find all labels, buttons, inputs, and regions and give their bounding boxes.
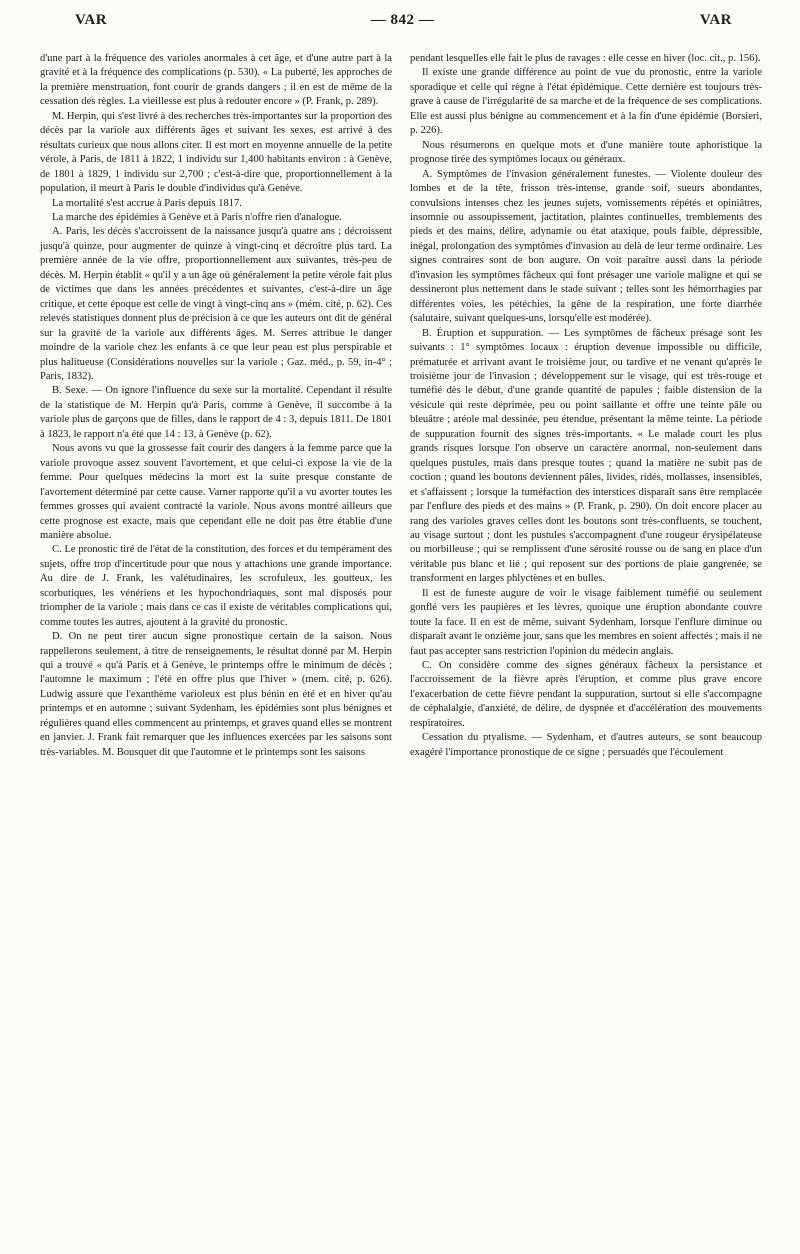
paragraph: pendant lesquelles elle fait le plus de ravages : elle cesse en hiver (loc. cit., p. 156). (410, 53, 761, 64)
paragraph: B. Sexe. — On ignore l'influence du sexe sur la mortalité. Cependant il résulte de la statistique de M. Herpin qu'à Paris, comme à Genève, il succombe à la variole plus de garçons que de filles, dans le rapport de 4 : 3, depuis 1811. De 1801 à 1823, le rapport n'a été que 14 : 13, à Genève (p. 62). (40, 385, 392, 440)
paragraph: C. On considère comme des signes généraux fâcheux la persistance et l'accroissement de la fièvre après l'éruption, et comme plus grave encore l'exacerbation de cette fièvre pendant la suppuration, surtout si elle s'accompagne de céphalalgie, d'anxiété, de délire, de dyspnée et d'accélération des mouvements respiratoires. (410, 660, 762, 729)
paragraph: Cessation du ptyalisme. — Sydenham, et d'autres auteurs, se sont beaucoup exagéré l'importance pronostique de ce signe ; persuadés que l'écoulement (410, 732, 762, 758)
paragraph: d'une part à la fréquence des varioles anormales à cet âge, et d'une autre part à la gravité et à la fréquence des complications (p. 530). « La puberté, les approches de la première menstruation, font courir de grands dangers ; il en est de même de la cessation des règles. La vieillesse est plus à redouter encore » (P. Frank, p. 289). (40, 53, 392, 108)
right-column (410, 52, 762, 760)
header-right-word: VAR (699, 12, 732, 28)
paragraph: A. Paris, les décès s'accroissent de la naissance jusqu'à quatre ans ; décroissent jusqu'à quinze, pour augmenter de quinze à vingt-cinq et décroître plus tard. La première année de la vie offre, proportionnellement aux suivantes, très-peu de décès. M. Herpin établit « qu'il y a un âge où généralement la petite vérole fait plus de victimes que dans les années précédentes et suivantes, c'est-à-dire un âge critique, et cette époque est celle de vingt à vingt-cinq ans » (mém. cité, p. 62). Ces relevés statistiques donnent plus de précision à ce que les auteurs ont dit de général sur la gravité de la variole aux différents âges. M. Serres attribue le danger moindre de la variole chez les enfants à ce que leur peau est plus perspirable et plus halitueuse (Considérations nouvelles sur la variole ; Gaz. méd., p. 59, in-4° ; Paris, 1832). (40, 226, 392, 382)
paragraph: La marche des épidémies à Genève et à Paris n'offre rien d'analogue. (52, 211, 343, 223)
paragraph: La mortalité s'est accrue à Paris depuis 1817. (52, 197, 242, 209)
paragraph: M. Herpin, qui s'est livré à des recherches très-importantes sur la proportion des décès par la variole aux différents âges et suivant les sexes, est arrivé à des résultats curieux que nous allons citer. Il est mort en moyenne annuelle de la petite vérole, à Paris, de 1811 à 1822, 1 individu sur 1,400 habitants environ : à Genève, de 1801 à 1829, 1 individu sur 2,700 ; c'est-à-dire que, proportionnellement à la population, il meurt à Paris le double d'individus qu'à Genève. (40, 110, 392, 195)
left-column (40, 52, 392, 760)
paragraph: Nous résumerons en quelque mots et d'une manière toute aphoristique la prognose tirée des symptômes locaux ou généraux. (410, 139, 762, 166)
paragraph: Il est de funeste augure de voir le visage faiblement tuméfié ou seulement gonflé vers les paupières et les lèvres, quoique une éruption abondante couvre toute la face. Il en est de même, suivant Sydenham, lorsque l'enflure diminue ou disparaît avant le onzième jour, sans que les membres en soient affectés ; mais il ne faut pas accepter sans restriction l'opinion du médecin anglais. (410, 587, 762, 657)
header-left-word: VAR (75, 12, 108, 28)
paragraph: Il existe une grande différence au point de vue du pronostic, entre la variole sporadique et celle qui règne à l'état épidémique. Cette dernière est toujours très-grave à cause de l'irrégularité de sa marche et de la fréquence de ses complications. Elle est aussi plus bénigne au commencement et à la fin d'une épidémie (Borsieri, p. 226). (410, 67, 762, 137)
paragraph: Nous avons vu que la grossesse fait courir des dangers à la femme parce que la variole provoque assez souvent l'avortement, et que celui-ci expose la vie de la femme. Pour quelques médecins la mort est la suite presque constante de l'avortement déterminé par cette cause. Varner rapporte qu'il a vu avorter toutes les femmes grosses qui avaient contracté la variole. Nous avons montré ailleurs que cette prognose est exacte, mais que cependant elle ne doit pas être établie d'une manière absolue. (40, 443, 392, 541)
paragraph: D. On ne peut tirer aucun signe pronostique certain de la saison. Nous rappellerons seulement, à titre de renseignements, le résultat donné par M. Herpin qui a trouvé « qu'à Paris et à Genève, le printemps offre le minimum de décès ; l'automne le maximum ; l'été en offre plus que l'hiver » (mem. cité, p. 626). Ludwig assure que l'exanthème varioleux est plus bénin en été et en hiver qu'au printemps et en automne ; suivant Sydenham, les épidémies sont plus bénignes et régulières quand elles commencent au printemps, et graves quand elles se montrent en janvier. J. Frank fait remarquer que les influences exercées par les saisons sont très-variables. M. Bousquet dit que l'automne et le printemps sont les saisons (40, 631, 392, 758)
paragraph: A. Symptômes de l'invasion généralement funestes. — Violente douleur des lombes et de la tête, frisson très-intense, grande soif, sueurs abondantes, convulsions intenses chez les jeunes sujets, vomissements répétés et opiniâtres, insomnie ou assoupissement, jactitation, plaintes continuelles, tremblements des pieds et des mains, délire, adynamie ou état ataxique, pouls faible, dépressible, inégal, prolongation des symptômes d'invasion au delà de leur terme ordinaire. Les signes contraires sont de bon augure. On voit paraître aussi dans la période d'invasion les symptômes fâcheux qui font présager une variole maligne et qui se dessineront plus nettement dans le stade suivant ; telles sont les hémorrhagies par différentes voies, les pétéchies, la gêne de la respiration, une forte diarrhée (salutaire, suivant quelques-uns, lorsqu'elle est modérée). (410, 168, 762, 325)
paragraph: C. Le pronostic tiré de l'état de la constitution, des forces et du tempérament des sujets, offre trop d'incertitude pour que nous y attachions une grande importance. Au dire de J. Frank, les valétudinaires, les scrofuleux, les goutteux, les scorbutiques, les vénériens et les hypochondriaques, sont mal disposés pour triompher de la variole ; mais dans ce cas il existe de véritables complications qui, comme toutes les autres, ajoutent à la gravité du pronostic. (40, 544, 392, 628)
running-header (45, 12, 760, 34)
page-number: — 842 — (370, 12, 435, 28)
paragraph: B. Éruption et suppuration. — Les symptômes de fâcheux présage sont les suivants : 1° symptômes locaux : éruption devenue impossible ou difficile, prématurée et arrivant avant le troisième jour, ou tardive et ne venant qu'après le troisième jour de l'invasion ; développement sur le visage, qui est très-rouge et tuméfié dès le début, d'une grande quantité de papules ; faible distension de la vésicule qui reste déprimée, peu ou point saillante et offre une teinte pâle ou bleuâtre ; aréole mal dessinée, peu étendue, présentant la même teinte. La période de suppuration fournit des signes très-importants. « Le malade court les plus grands risques lorsque l'on observe un caractère anormal, non-seulement dans quelques pustules, mais dans presque toutes ; quand la matière ne subit pas de coction ; quand les boutons deviennent pâles, livides, ridés, mollasses, insensibles, et s'affaissent ; lorsque la tuméfaction des interstices disparaît sans être remplacée par l'enflure des pieds et des mains » (P. Frank, p. 290). On doit encore placer au rang des varioles graves celles dont les boutons sont très-confluents, se touchent, au visage surtout ; dont les pustules s'accompagnent d'une rougeur érysipélateuse ou morbilleuse ; qui se remplissent d'une sérosité rousse ou de sang en place d'un véritable pus blanc et lié ; qui reposent sur des portions de plaie gangrenée, se transforment en larges phlyctènes et en bulles. (410, 327, 762, 585)
